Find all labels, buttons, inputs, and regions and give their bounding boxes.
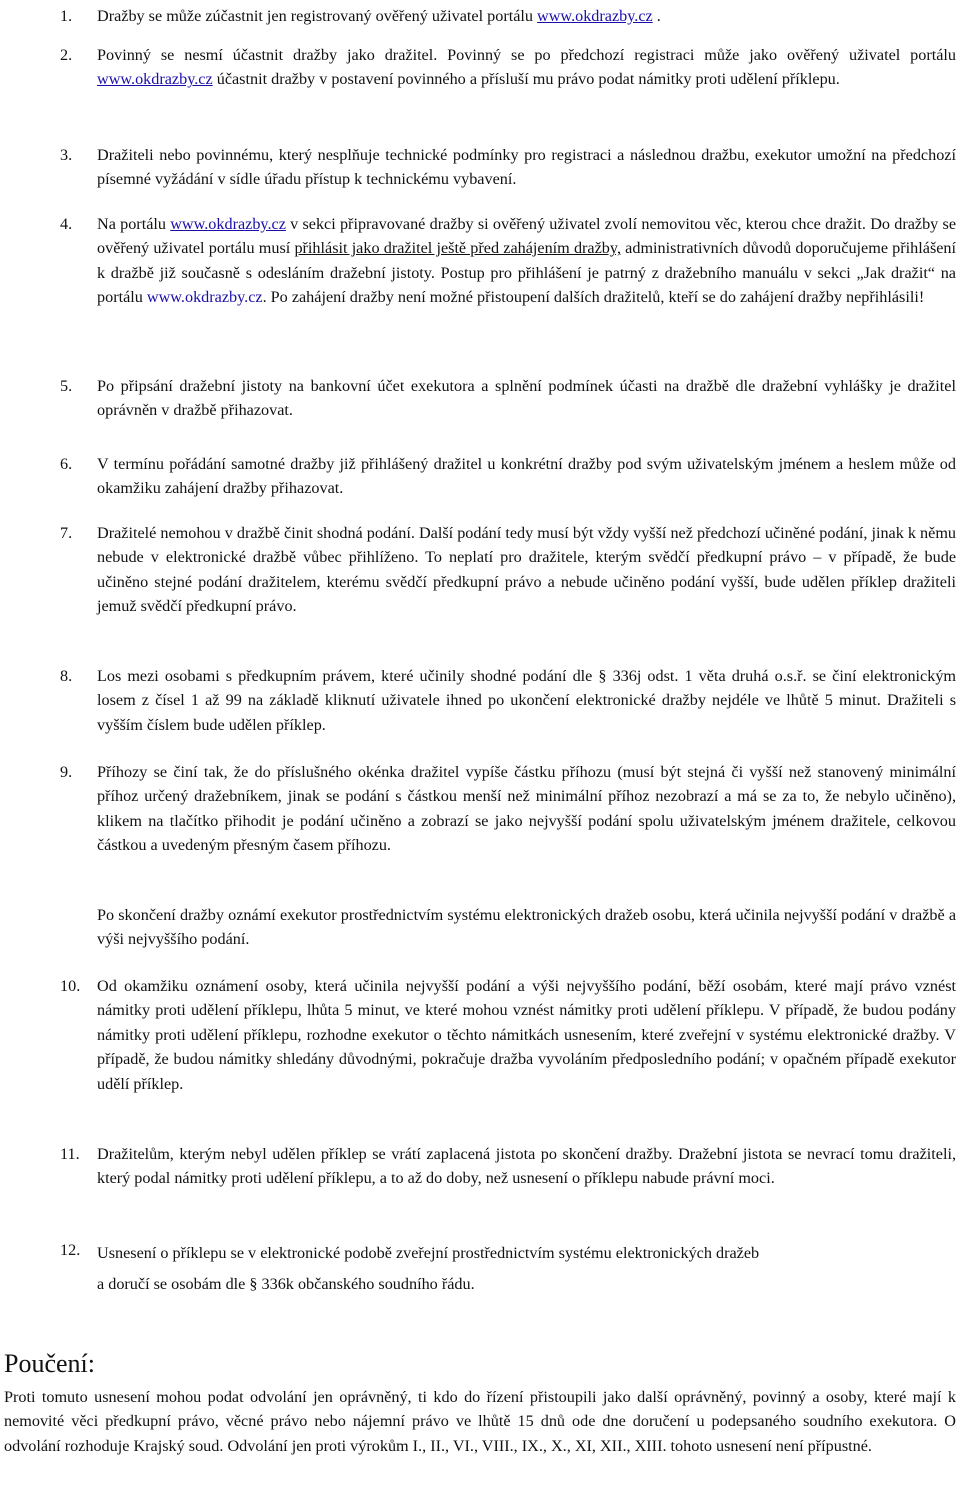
item-note-text: Po skončení dražby oznámí exekutor prostřednictvím systému elektronických dražeb osobu, která učinila nejvyšší podání v dražbě a výši nejvyššího podání. bbox=[97, 906, 956, 949]
item-number: 10. bbox=[60, 977, 81, 995]
item-text: Povinný se nesmí účastnit dražby jako dražitel. Povinný se po předchozí registraci může jako ověřený uživatel portálu www.okdrazby.cz účastnit dražby v postavení povinného a přísluší mu právo podat námitky proti udělení příklepu. bbox=[97, 46, 956, 89]
item-text: Dražitelé nemohou v dražbě činit shodná podání. Další podání tedy musí být vždy vyšší než předchozí učiněné podání, jinak k němu nebude v elektronické dražbě vůbec přihlíženo. To neplatí pro dražitele, kterým svědčí předkupní právo – v případě, že bude učiněno stejné podání dražitelem, kterému svědčí předkupní právo a nebude učiněno podání vyšší, bude udělen příklep dražiteli jemuž svědčí předkupní právo. bbox=[97, 524, 956, 616]
portal-link[interactable]: www.okdrazby.cz bbox=[97, 70, 213, 89]
item-text: Příhozy se činí tak, že do příslušného okénka dražitel vypíše částku příhozu (musí být stejná či vyšší než stanovený minimální příhoz určený dražebníkem, jinak se podání s částkou menší než minimální příhoz nezobrazí a má se za to, že nebylo učiněno), klikem na tlačítko přihodit je podání učiněno a zobrazí se jako nejvyšší podání spolu uživatelským jménem dražitele, celkovou částkou a uvedeným přesným časem příhozu. bbox=[97, 763, 956, 855]
item-number: 9. bbox=[60, 763, 73, 781]
portal-text: www.okdrazby.cz bbox=[146, 288, 263, 307]
item-number: 5. bbox=[60, 377, 73, 395]
item-number: 6. bbox=[60, 455, 73, 473]
item-text: Los mezi osobami s předkupním právem, které učinily shodné podání dle § 336j odst. 1 věta druhá o.s.ř. se činí elektronickým losem z čísel 1 až 99 na základě kliknutí uživatele ihned po ukončení elektronické dražby nejdéle ve lhůtě 5 minut. Dražiteli s vyšším číslem bude udělen příklep. bbox=[97, 667, 956, 734]
item-text: V termínu pořádání samotné dražby již přihlášený dražitel u konkrétní dražby pod svým uživatelským jménem a heslem může od okamžiku zahájení dražby přihazovat. bbox=[97, 455, 956, 498]
portal-link[interactable]: www.okdrazby.cz bbox=[537, 7, 653, 25]
pouceni-text: Proti tomuto usnesení mohou podat odvolání jen oprávněný, ti kdo do řízení přistoupili jako další oprávněný, povinný a osoby, které mají k nemovité věci předkupní právo, věcné právo nebo nájemní právo ve lhůtě 15 dnů ode dne doručení u podepsaného soudního exekutora. O odvolání rozhoduje Krajský soud. Odvolání jen proti výrokům I., II., VI., VIII., IX., X., XI, XII., XIII. tohoto usnesení není přípustné. bbox=[4, 1388, 956, 1455]
item-text: Po připsání dražební jistoty na bankovní účet exekutora a splnění podmínek účasti na dražbě dle dražební vyhlášky je dražitel oprávněn v dražbě přihazovat. bbox=[97, 377, 956, 420]
item-text: Dražitelům, kterým nebyl udělen příklep se vrátí zaplacená jistota po skončení dražby. Dražební jistota se nevrací tomu dražiteli, který podal námitky proti udělení příklepu, a to až do doby, než usnesení o příklepu nabude právní moci. bbox=[97, 1145, 956, 1188]
item-text: Dražiteli nebo povinnému, který nesplňuje technické podmínky pro registraci a následnou dražbu, exekutor umožní na předchozí písemné vyžádání v sídle úřadu přístup k technickému vybavení. bbox=[97, 146, 956, 189]
item-number: 2. bbox=[60, 46, 73, 64]
portal-link[interactable]: www.okdrazby.cz bbox=[170, 215, 286, 233]
item-text: Od okamžiku oznámení osoby, která učinila nejvyšší podání a výši nejvyššího podání, běží osobám, které mají právo vznést námitky proti udělení příklepu, lhůta 5 minut, ve které mohou vznést námitky proti udělení příklepu. V případě, že budou podány námitky proti udělení příklepu, rozhodne exekutor o těchto námitkách usnesením, které zveřejní v systému elektronické dražby. V případě, že budou námitky shledány důvodnými, pokračuje dražba vyvoláním předposledního podání; v opačném případě exekutor udělí příklep. bbox=[97, 977, 956, 1093]
item-number: 7. bbox=[60, 524, 73, 542]
item-number: 1. bbox=[60, 7, 73, 25]
section-heading-pouceni: Poučení: bbox=[4, 1349, 95, 1378]
item-number: 12. bbox=[60, 1241, 81, 1259]
item-number: 8. bbox=[60, 667, 73, 685]
item-number: 11. bbox=[60, 1145, 80, 1163]
item-text: Usnesení o příklepu se v elektronické podobě zveřejní prostřednictvím systému elektronických dražeb a doručí se osobám dle § 336k občanského soudního řádu. bbox=[97, 1244, 760, 1293]
item-text: Dražby se může zúčastnit jen registrovaný ověřený uživatel portálu www.okdrazby.cz . bbox=[97, 7, 661, 25]
item-number: 3. bbox=[60, 146, 73, 164]
item-text: Na portálu www.okdrazby.cz v sekci připravované dražby si ověřený uživatel zvolí nemovitou věc, kterou chce dražit. Do dražby se ověřený uživatel portálu musí přihlásit jako dražitel ještě před zahájením dražby, administrativních důvodů doporučujeme přihlášení k dražbě již současně s odesláním dražební jistoty. Postup pro přihlášení je patrný z dražebního manuálu v sekci „Jak dražit“ na portálu www.okdrazby.cz. Po zahájení dražby není možné přistoupení dalších dražitelů, kteří se do zahájení dražby nepřihlásili! bbox=[97, 215, 957, 307]
underlined-text: přihlásit jako dražitel ještě před zahájením dražby, bbox=[294, 239, 621, 258]
item-number: 4. bbox=[60, 215, 73, 233]
